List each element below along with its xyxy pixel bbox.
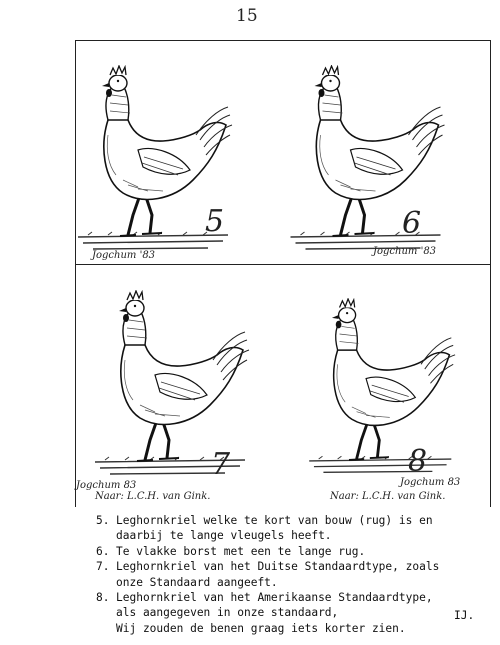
caption-text: Leghornkriel welke te kort van bouw (rug) is en daarbij te lange vleugels heeft. — [116, 514, 433, 543]
caption-number: 8. — [96, 591, 110, 605]
figure-number-6: 6 — [402, 206, 422, 241]
caption-number: 5. — [96, 514, 110, 527]
hen-drawing-6 — [283, 65, 458, 255]
artist-signature-8: Jogchum 83 — [400, 477, 461, 488]
caption-text: Leghornkriel van het Duitse Standaardtype, zoals onze Standaard aangeeft. — [116, 560, 440, 589]
artist-signature-7: Jogchum 83 — [76, 480, 137, 491]
caption-item-5 — [96, 513, 476, 544]
caption-text: Te vlakke borst met een te lange rug. — [116, 544, 366, 558]
caption-number: 6. — [96, 544, 110, 558]
caption-item-7 — [96, 559, 476, 590]
caption-text: Leghornkriel van het Amerikaanse Standaardtype, als aangegeven in onze standaard, Wij zouden de benen graag iets korter zien. — [116, 591, 433, 635]
page-number: 15 — [236, 6, 258, 26]
figure-number-8: 8 — [408, 444, 428, 479]
figure-number-5: 5 — [205, 204, 225, 239]
hen-drawing-7 — [80, 290, 270, 480]
caption-item-8 — [96, 590, 476, 636]
attribution-7: Naar: L.C.H. van Gink. — [95, 491, 211, 502]
artist-signature-6: Jogchum '83 — [373, 246, 437, 257]
frame-divider — [75, 264, 491, 265]
figure-number-7: 7 — [211, 447, 231, 482]
caption-number: 7. — [96, 560, 110, 574]
hen-drawing-8 — [305, 298, 465, 478]
caption-item-6 — [96, 544, 476, 559]
author-initials: IJ. — [454, 609, 475, 622]
artist-signature-5: Jogchum '83 — [92, 250, 156, 261]
attribution-8: Naar: L.C.H. van Gink. — [330, 491, 446, 502]
caption-list — [96, 513, 476, 636]
